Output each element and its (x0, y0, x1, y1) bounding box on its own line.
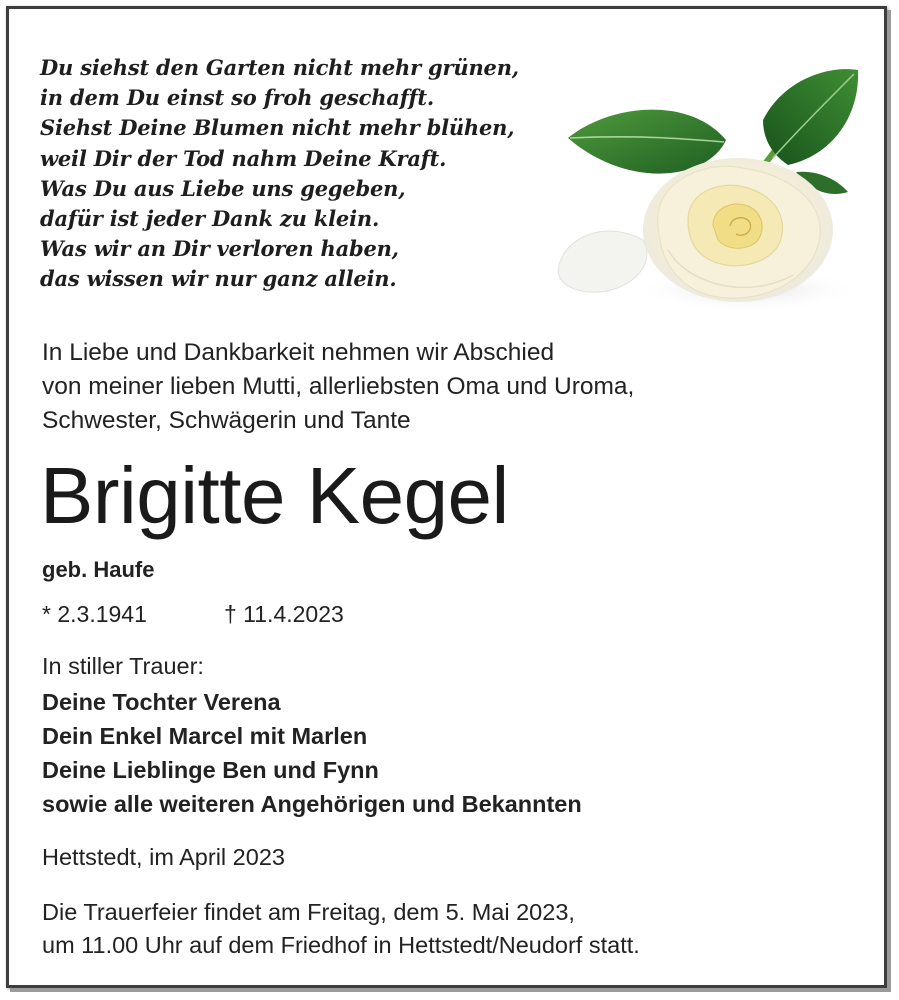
poem-line: das wissen wir nur ganz allein. (40, 266, 397, 292)
funeral-line: Die Trauerfeier findet am Freitag, dem 5. Mai 2023, (42, 899, 575, 925)
life-dates (42, 598, 344, 630)
poem-line: Was wir an Dir verloren haben, (40, 236, 399, 262)
intro-line: Schwester, Schwägerin und Tante (42, 407, 411, 434)
poem-line: weil Dir der Tod nahm Deine Kraft. (40, 145, 447, 171)
rose-blossom (643, 158, 833, 302)
intro-line: von meiner lieben Mutti, allerliebsten Oma und Uroma, (42, 373, 635, 400)
funeral-notice (42, 896, 640, 961)
birth-date: * 2.3.1941 (42, 601, 147, 627)
mourners-list (42, 685, 582, 821)
memorial-poem (40, 53, 519, 295)
mourner-entry: Deine Tochter Verena (42, 689, 281, 715)
poem-line: Siehst Deine Blumen nicht mehr blühen, (40, 115, 515, 141)
poem-line: Was Du aus Liebe uns gegeben, (40, 175, 406, 201)
maiden-name: geb. Haufe (42, 557, 155, 582)
poem-line: dafür ist jeder Dank zu klein. (40, 206, 380, 232)
poem-line: in dem Du einst so froh geschafft. (40, 85, 434, 111)
intro-text (42, 336, 634, 438)
mourner-entry: Dein Enkel Marcel mit Marlen (42, 723, 368, 749)
mourner-entry: sowie alle weiteren Angehörigen und Bekannten (42, 791, 582, 817)
death-date: † 11.4.2023 (224, 601, 344, 627)
deceased-name: Brigitte Kegel (40, 451, 509, 540)
white-rose-image (548, 60, 868, 320)
poem-line: Du siehst den Garten nicht mehr grünen, (40, 55, 519, 80)
mourner-entry: Deine Lieblinge Ben und Fynn (42, 757, 379, 783)
funeral-line: um 11.00 Uhr auf dem Friedhof in Hettstedt/Neudorf statt. (42, 931, 640, 958)
intro-line: In Liebe und Dankbarkeit nehmen wir Abschied (42, 339, 555, 366)
place-and-date: Hettstedt, im April 2023 (42, 844, 285, 870)
mourning-label: In stiller Trauer: (42, 653, 204, 679)
loose-petal (558, 231, 647, 292)
